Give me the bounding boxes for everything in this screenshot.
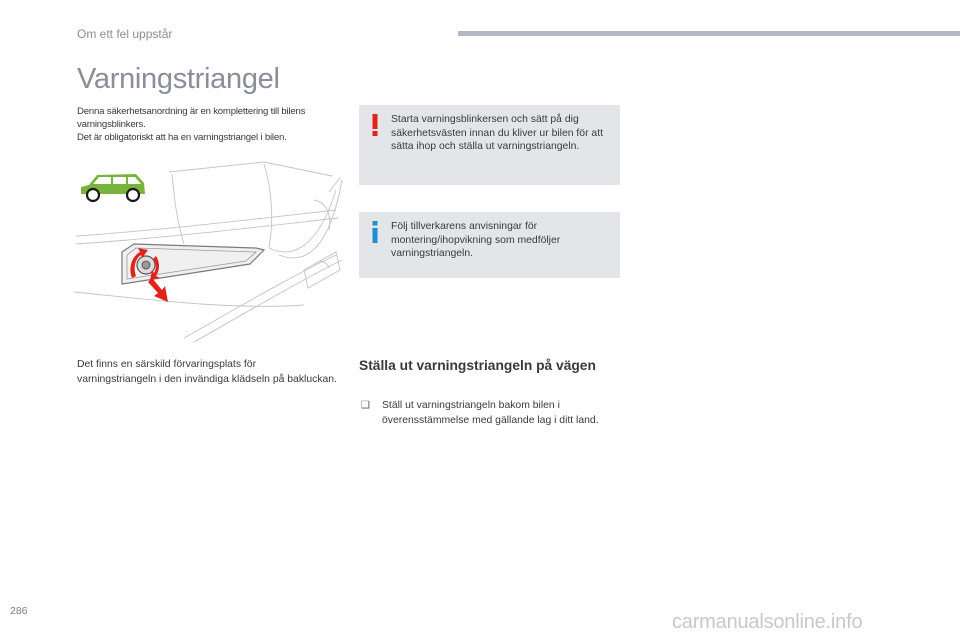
page-title: Varningstriangel — [77, 63, 280, 95]
warning-text: Starta varningsblinkersen och sätt på dig säkerhetsvästen innan du kliver ur bilen för att sätta ihop och ställa ut varningstriangeln. — [391, 114, 603, 152]
watermark: carmanualsonline.info — [672, 611, 863, 633]
checkbox-bullet-icon: ❑ — [361, 400, 370, 411]
car-icon — [78, 170, 148, 204]
chapter-title: Om ett fel uppstår — [77, 27, 173, 41]
warning-box — [359, 105, 620, 185]
chapter-bar — [458, 31, 960, 36]
intro-text — [77, 105, 347, 144]
section-heading: Ställa ut varningstriangeln på vägen — [359, 358, 596, 373]
step-text: Ställ ut varningstriangeln bakom bilen i överensstämmelse med gällande lag i ditt land. — [382, 400, 599, 426]
step-item — [359, 398, 619, 428]
info-icon — [370, 221, 380, 243]
info-text: Följ tillverkarens anvisningar för montering/ihopvikning som medföljer varningstriangeln. — [391, 221, 561, 259]
exclamation-icon — [370, 114, 380, 136]
page-number: 286 — [10, 605, 28, 617]
intro-paragraph: Denna säkerhetsanordning är en komplettering till bilens varningsblinkers. — [77, 106, 306, 130]
storage-text: Det finns en särskild förvaringsplats för varningstriangeln i den invändiga klädseln på bakluckan. — [77, 359, 337, 385]
info-box — [359, 212, 620, 278]
intro-paragraph: Det är obligatoriskt att ha en varningstriangel i bilen. — [77, 132, 287, 143]
